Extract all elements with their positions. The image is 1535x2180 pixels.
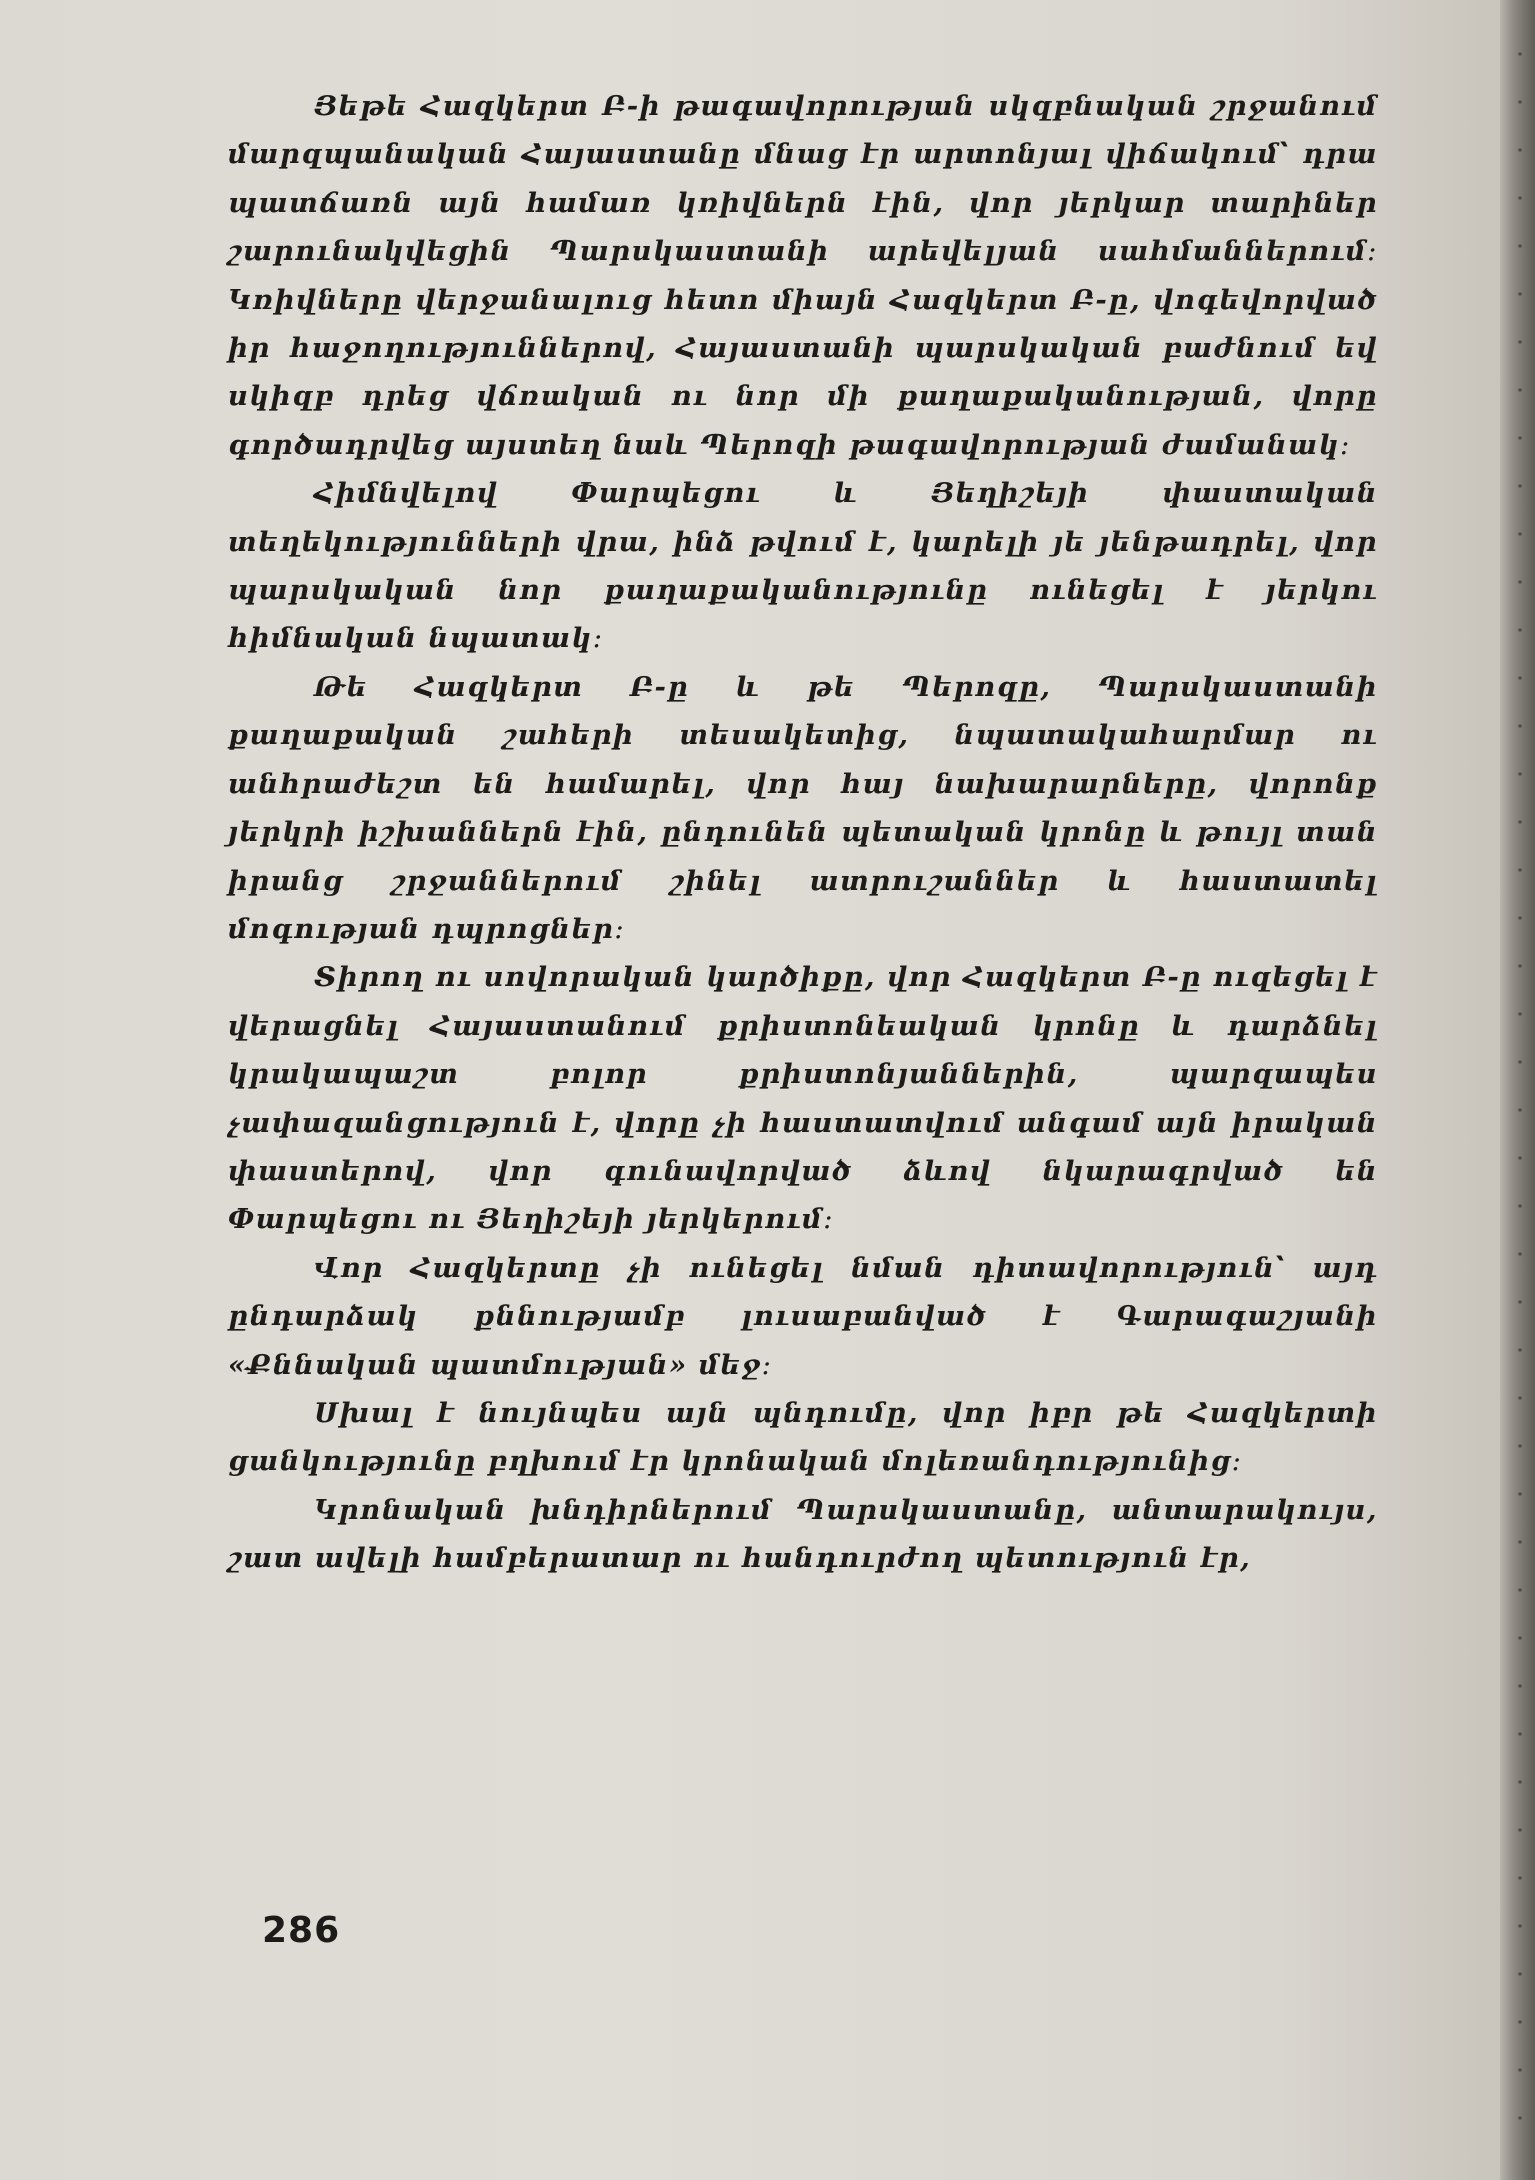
paragraph-6: Սխալ է նույնպես այն պնդումը, վոր իբր թե Հազկերտի ցանկությունը բղխում էր կրոնական մոլեռանդությունից։ — [228, 1396, 1378, 1478]
page-number: 286 — [262, 1910, 341, 1951]
paragraph-1: Յեթե Հազկերտ Բ-ի թագավորության սկզբնական շրջանում մարզպանական Հայաստանը մնաց էր արտոնյալ վիճակում՝ դրա պատճառն այն համառ կռիվներն էին, վոր յերկար տարիներ շարունակվեցին Պարսկաստանի արեվելյան սահմաններում։ Կռիվները վերջանալուց հետո միայն Հազկերտ Բ-ը, վոգեվորված իր հաջողություններով, Հայաստանի պարսկական բաժնում եվ սկիզբ դրեց վճռական ու նոր մի քաղաքականության, վորը գործադրվեց այստեղ նաև Պերոզի թագավորության ժամանակ։ — [228, 90, 1378, 461]
paragraph-7: Կրոնական խնդիրներում Պարսկաստանը, անտարակույս, շատ ավելի համբերատար ու հանդուրժող պետություն էր, — [228, 1493, 1378, 1575]
paragraph-4: Տիրող ու սովորական կարծիքը, վոր Հազկերտ Բ-ը ուզեցել է վերացնել Հայաստանում քրիստոնեական կրոնը և դարձնել կրակապաշտ բոլոր քրիստոնյաններին, պարզապես չափազանցություն է, վորը չի հաստատվում անգամ այն իրական փաստերով, վոր գունավորված ձևով նկարագրված են Փարպեցու ու Յեղիշեյի յերկերում։ — [228, 961, 1378, 1236]
paragraph-5: Վոր Հազկերտը չի ունեցել նման դիտավորություն՝ այդ ընդարձակ քննությամբ լուսաբանված է Գարագաշյանի «Քննական պատմության» մեջ։ — [228, 1251, 1378, 1381]
book-spine-shadow — [1500, 0, 1535, 2180]
paragraph-3: Թե Հազկերտ Բ-ը և թե Պերոզը, Պարսկաստանի քաղաքական շահերի տեսակետից, նպատակահարմար ու անհրաժեշտ են համարել, վոր հայ նախարարները, վորոնք յերկրի իշխաններն էին, ընդունեն պետական կրոնը և թույլ տան իրանց շրջաններում շինել ատրուշաններ և հաստատել մոգության դպրոցներ։ — [228, 670, 1378, 945]
paragraph-2: Հիմնվելով Փարպեցու և Յեղիշեյի փաստական տեղեկությունների վրա, ինձ թվում է, կարելի յե յենթադրել, վոր պարսկական նոր քաղաքականությունը ունեցել է յերկու հիմնական նպատակ։ — [228, 477, 1378, 655]
body-text — [228, 82, 1378, 1583]
binding-dots — [1517, 30, 1523, 2150]
